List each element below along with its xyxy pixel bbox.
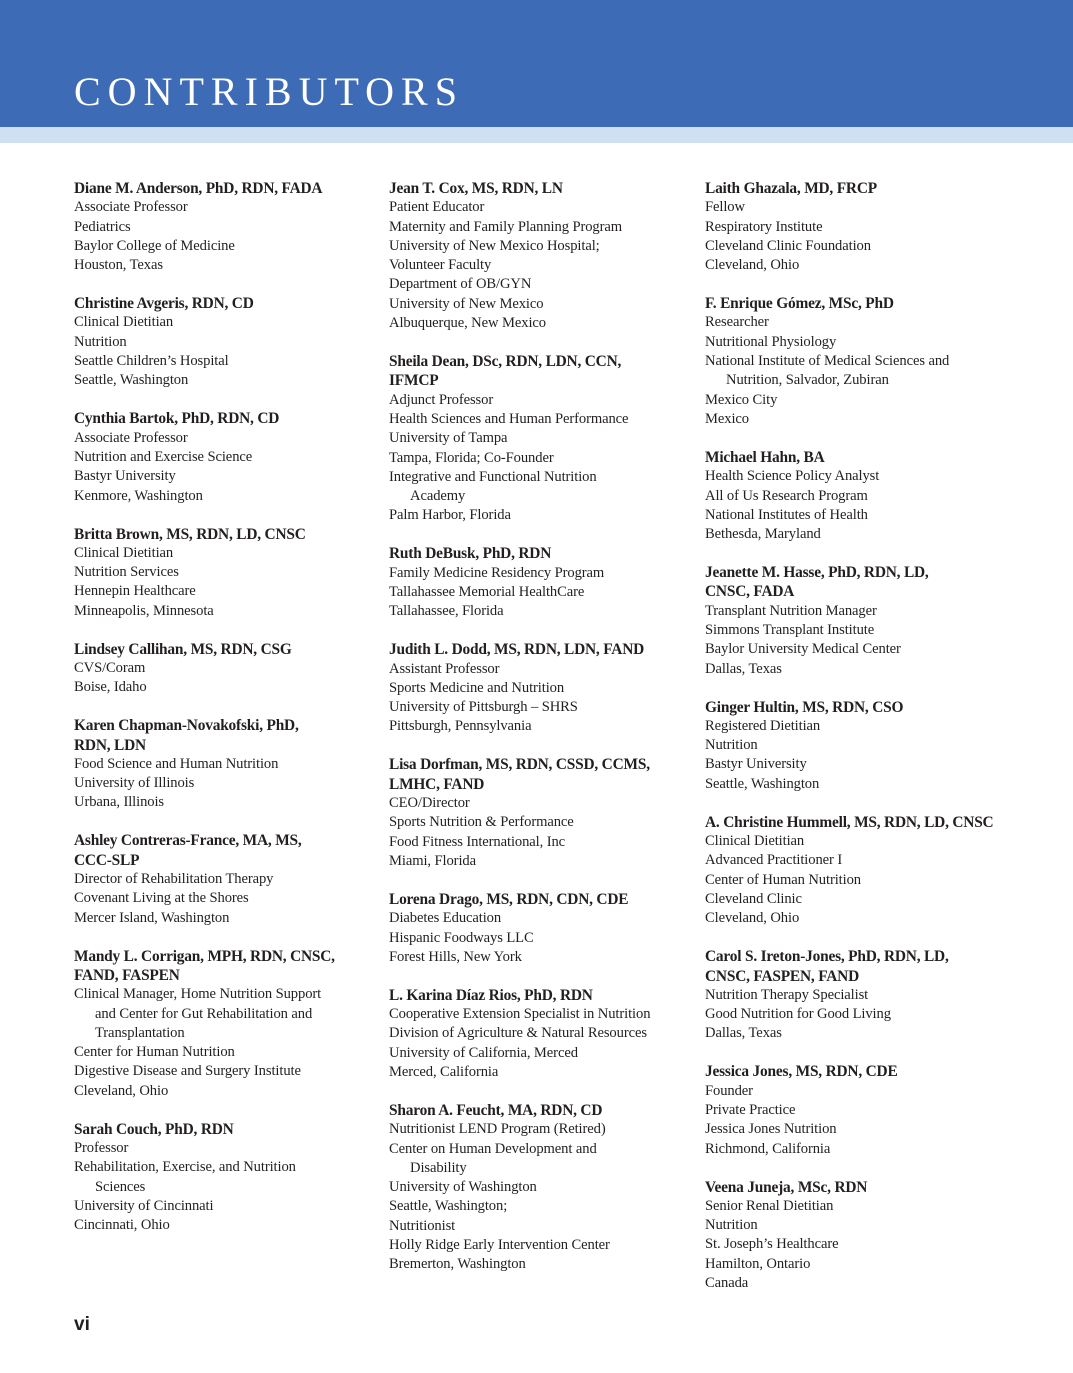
contributor-affiliation-line: and Center for Gut Rehabilitation and [95,1005,313,1022]
contributor-affiliation-line: Nutrition Therapy Specialist [705,986,869,1003]
contributor-affiliation-line: Assistant Professor [389,660,500,677]
contributor-affiliation-line: Forest Hills, New York [389,948,522,965]
contributor-entry [705,1178,995,1294]
contributor-name: F. Enrique Gómez, MSc, PhD [705,295,894,313]
contributor-entry [705,179,995,275]
contributor-affiliation-line: Tallahassee Memorial HealthCare [389,584,585,601]
contributor-affiliation-line: Bethesda, Maryland [705,526,821,543]
contributor-entry [705,698,995,794]
contributor-affiliation-line: Clinical Dietitian [74,314,174,331]
contributor-affiliation-line: Bastyr University [74,468,176,485]
contributor-affiliation-line: Seattle, Washington; [389,1198,508,1215]
contributor-affiliation-line: Cleveland, Ohio [705,257,800,274]
contributor-affiliation-line: University of Washington [389,1179,537,1196]
contributor-affiliation-line: Mexico [705,410,749,427]
contributor-affiliation-line: Professor [74,1139,129,1156]
contributor-name: IFMCP [389,372,439,390]
contributor-affiliation-line: Department of OB/GYN [389,276,532,293]
contributor-affiliation-line: Houston, Texas [74,257,163,274]
contributor-affiliation-line: Mexico City [705,391,778,408]
contributor-affiliation-line: Transplantation [95,1024,185,1041]
contributor-name: Jean T. Cox, MS, RDN, LN [389,180,563,197]
contributor-affiliation-line: Richmond, California [705,1140,831,1157]
contributor-affiliation-line: Merced, California [389,1064,499,1080]
contributor-affiliation-line: Adjunct Professor [389,391,494,408]
contributor-affiliation-line: Pediatrics [74,218,131,235]
contributor-affiliation-line: Nutrition [705,1217,758,1234]
contributor-affiliation-line: Pittsburgh, Pennsylvania [389,718,532,735]
contributor-affiliation-line: Fellow [705,199,745,216]
contributor-entry [705,448,995,544]
contributor-entry [74,525,374,621]
contributor-name: Cynthia Bartok, PhD, RDN, CD [74,410,280,428]
contributor-name: CNSC, FASPEN, FAND [705,967,860,985]
contributor-name: Diane M. Anderson, PhD, RDN, FADA [74,180,323,197]
contributor-entry [389,890,689,967]
contributor-affiliation-line: Associate Professor [74,429,188,446]
contributor-affiliation-line: Dallas, Texas [705,660,782,677]
contributor-name: Michael Hahn, BA [705,448,825,466]
contributor-affiliation-line: University of Illinois [74,775,195,792]
contributor-name: Jessica Jones, MS, RDN, CDE [705,1063,898,1081]
contributor-affiliation-line: Nutritionist [389,1217,456,1234]
contributor-affiliation-line: Hennepin Healthcare [74,583,196,600]
contributor-affiliation-line: University of Tampa [389,430,508,447]
contributor-name: RDN, LDN [74,736,146,754]
contributor-affiliation-line: Center for Human Nutrition [74,1044,235,1061]
contributor-affiliation-line: Food Science and Human Nutrition [74,755,279,772]
contributor-name: Ruth DeBusk, PhD, RDN [389,545,552,563]
contributor-name: Lorena Drago, MS, RDN, CDN, CDE [389,890,629,908]
page-number: vi [74,1314,90,1335]
contributor-entry [74,179,374,275]
contributor-affiliation-line: Sports Medicine and Nutrition [389,679,565,696]
contributor-entry [74,831,374,927]
contributor-entry [389,986,689,1082]
contributor-affiliation-line: Seattle, Washington [74,372,189,389]
contributor-entry [74,716,374,812]
contributor-affiliation-line: Center of Human Nutrition [705,871,861,888]
contributor-affiliation-line: University of Cincinnati [74,1197,214,1214]
contributor-name: Mandy L. Corrigan, MPH, RDN, CNSC, [74,947,335,965]
contributor-entry [74,409,374,505]
header-stripe [0,127,1073,143]
contributor-affiliation-line: University of Pittsburgh – SHRS [389,699,578,716]
contributor-entry [705,1062,995,1158]
contributor-affiliation-line: Sciences [95,1178,146,1195]
contributor-affiliation-line: Holly Ridge Early Intervention Center [389,1237,610,1254]
contributor-name: Britta Brown, MS, RDN, LD, CNSC [74,525,306,543]
contributor-affiliation-line: Cooperative Extension Specialist in Nutrition [389,1006,651,1023]
contributor-affiliation-line: Family Medicine Residency Program [389,564,605,581]
contributor-entry [74,947,374,1101]
contributor-affiliation-line: Seattle, Washington [705,775,820,792]
contributor-affiliation-line: Baylor University Medical Center [705,641,901,658]
contributor-name: FAND, FASPEN [74,966,180,984]
contributor-name: Veena Juneja, MSc, RDN [705,1178,868,1196]
contributor-affiliation-line: CVS/Coram [74,659,146,676]
contributor-name: Lindsey Callihan, MS, RDN, CSG [74,640,292,658]
contributor-affiliation-line: Clinical Dietitian [705,833,805,850]
contributor-entry [705,294,995,429]
contributor-name: A. Christine Hummell, MS, RDN, LD, CNSC [705,813,994,831]
contributor-affiliation-line: National Institute of Medical Sciences and [705,353,950,370]
contributor-affiliation-line: Integrative and Functional Nutrition [389,468,597,485]
contributor-affiliation-line: Clinical Dietitian [74,544,174,561]
contributor-name: L. Karina Díaz Rios, PhD, RDN [389,986,593,1004]
contributor-affiliation-line: Sports Nutrition & Performance [389,814,574,831]
contributor-affiliation-line: Dallas, Texas [705,1025,782,1042]
contributor-affiliation-line: National Institutes of Health [705,506,868,523]
contributors-column-1 [74,179,374,1254]
contributor-affiliation-line: Bremerton, Washington [389,1256,526,1273]
contributor-affiliation-line: Nutrition, Salvador, Zubiran [726,372,889,389]
contributor-affiliation-line: Health Sciences and Human Performance [389,410,629,427]
contributor-affiliation-line: Miami, Florida [389,852,476,869]
contributor-affiliation-line: Albuquerque, New Mexico [389,315,546,332]
contributor-affiliation-line: Hispanic Foodways LLC [389,929,534,946]
contributor-name: Karen Chapman-Novakofski, PhD, [74,717,299,735]
contributor-affiliation-line: Patient Educator [389,199,485,216]
contributor-affiliation-line: Bastyr University [705,756,807,773]
contributor-affiliation-line: Hamilton, Ontario [705,1255,811,1272]
contributor-affiliation-line: Cincinnati, Ohio [74,1217,170,1234]
contributor-affiliation-line: Urbana, Illinois [74,794,164,811]
contributor-name: LMHC, FAND [389,775,485,793]
contributor-affiliation-line: Jessica Jones Nutrition [705,1121,837,1138]
contributor-affiliation-line: Volunteer Faculty [389,257,492,274]
contributor-name: Sharon A. Feucht, MA, RDN, CD [389,1101,603,1119]
contributor-entry [74,294,374,390]
contributor-affiliation-line: Transplant Nutrition Manager [705,602,877,619]
contributor-affiliation-line: Cleveland, Ohio [705,910,800,927]
contributor-affiliation-line: Baylor College of Medicine [74,237,235,254]
contributor-affiliation-line: Palm Harbor, Florida [389,507,511,524]
contributor-affiliation-line: Good Nutrition for Good Living [705,1006,891,1023]
contributor-affiliation-line: Division of Agriculture & Natural Resources [389,1025,647,1042]
contributor-affiliation-line: Nutrition [74,333,127,350]
contributor-affiliation-line: Center on Human Development and [389,1140,597,1157]
contributor-affiliation-line: Respiratory Institute [705,218,823,235]
contributor-affiliation-line: Digestive Disease and Surgery Institute [74,1063,301,1080]
contributor-affiliation-line: University of New Mexico Hospital; [389,237,600,254]
contributor-affiliation-line: Cleveland Clinic Foundation [705,237,871,254]
contributor-affiliation-line: St. Joseph’s Healthcare [705,1236,839,1253]
contributor-name: Carol S. Ireton-Jones, PhD, RDN, LD, [705,948,949,966]
contributor-affiliation-line: University of California, Merced [389,1044,578,1061]
contributor-entry [705,813,995,929]
contributor-entry [389,755,689,871]
contributor-affiliation-line: Senior Renal Dietitian [705,1197,834,1214]
contributor-affiliation-line: CEO/Director [389,795,470,812]
contributor-affiliation-line: Seattle Children’s Hospital [74,353,229,370]
contributor-affiliation-line: Advanced Practitioner I [705,852,843,869]
contributor-entry [705,947,995,1043]
contributors-column-2 [389,179,689,1293]
contributor-affiliation-line: Food Fitness International, Inc [389,833,566,850]
contributor-affiliation-line: Cleveland Clinic [705,890,802,907]
contributor-affiliation-line: Diabetes Education [389,910,502,927]
contributor-affiliation-line: Associate Professor [74,199,188,216]
contributor-affiliation-line: Nutritionist LEND Program (Retired) [389,1121,606,1138]
contributor-name: Sheila Dean, DSc, RDN, LDN, CCN, [389,353,622,371]
contributor-affiliation-line: Researcher [705,314,769,331]
contributor-name: Ginger Hultin, MS, RDN, CSO [705,698,904,716]
contributor-affiliation-line: Covenant Living at the Shores [74,890,249,907]
contributor-name: Christine Avgeris, RDN, CD [74,295,254,313]
contributor-entry [705,563,995,679]
contributor-affiliation-line: Canada [705,1275,749,1292]
contributor-affiliation-line: Rehabilitation, Exercise, and Nutrition [74,1159,296,1176]
contributor-affiliation-line: Clinical Manager, Home Nutrition Support [74,986,322,1003]
contributor-entry [74,1120,374,1236]
contributors-column-3 [705,179,995,1312]
contributor-entry [389,352,689,526]
contributor-entry [389,179,689,333]
contributor-affiliation-line: Kenmore, Washington [74,487,203,504]
contributor-affiliation-line: Tallahassee, Florida [389,603,504,620]
contributor-affiliation-line: Nutrition and Exercise Science [74,448,253,465]
page-title: CONTRIBUTORS [74,69,464,114]
contributor-affiliation-line: Simmons Transplant Institute [705,622,875,638]
contributor-name: Judith L. Dodd, MS, RDN, LDN, FAND [389,641,645,659]
contributor-affiliation-line: Nutrition Services [74,564,179,581]
contributor-entry [74,640,374,698]
contributor-entry [389,640,689,736]
contributor-name: CCC-SLP [74,851,140,869]
contributor-affiliation-line: Cleveland, Ohio [74,1082,169,1099]
contributor-name: Lisa Dorfman, MS, RDN, CSSD, CCMS, [389,756,650,774]
contributor-affiliation-line: Boise, Idaho [74,679,147,696]
contributor-entry [389,1101,689,1275]
contributor-affiliation-line: Private Practice [705,1101,796,1118]
contributor-affiliation-line: University of New Mexico [389,295,544,312]
contributor-entry [389,544,689,621]
contributor-affiliation-line: Mercer Island, Washington [74,909,230,926]
contributor-affiliation-line: Minneapolis, Minnesota [74,602,214,619]
contributor-name: CNSC, FADA [705,583,795,601]
contributor-affiliation-line: All of Us Research Program [705,487,868,504]
contributor-affiliation-line: Maternity and Family Planning Program [389,218,623,235]
contributor-affiliation-line: Director of Rehabilitation Therapy [74,871,274,888]
contributor-name: Jeanette M. Hasse, PhD, RDN, LD, [705,564,929,582]
contributor-affiliation-line: Disability [410,1159,467,1176]
contributor-affiliation-line: Nutrition [705,737,758,754]
contributor-affiliation-line: Health Science Policy Analyst [705,468,880,485]
header-banner [0,0,1073,127]
contributor-name: Ashley Contreras-France, MA, MS, [74,832,302,850]
contributor-name: Sarah Couch, PhD, RDN [74,1120,234,1138]
contributor-affiliation-line: Registered Dietitian [705,717,821,734]
contributor-affiliation-line: Academy [410,488,466,505]
contributor-affiliation-line: Founder [705,1082,753,1099]
contributor-name: Laith Ghazala, MD, FRCP [705,180,877,197]
contributor-affiliation-line: Tampa, Florida; Co-Founder [389,449,554,466]
contributor-affiliation-line: Nutritional Physiology [705,333,837,350]
